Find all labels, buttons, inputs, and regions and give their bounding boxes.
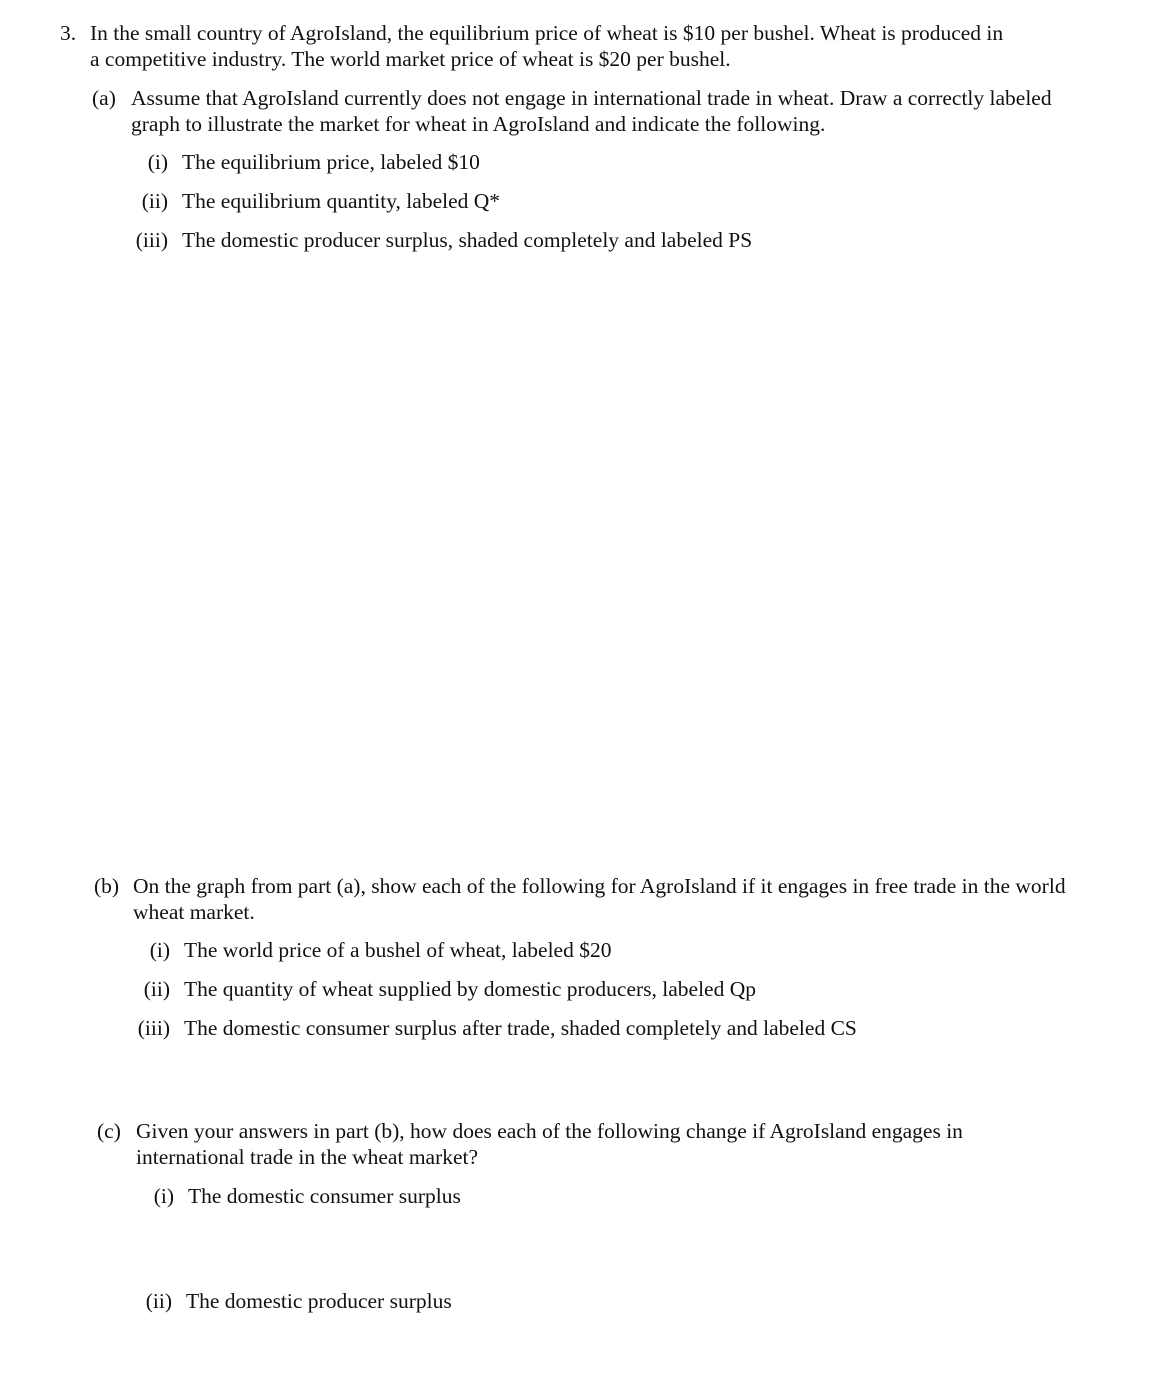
part-a-item-ii-label: (ii): [141, 189, 168, 213]
part-b-item-iii-label: (iii): [137, 1016, 170, 1040]
part-c-label: (c): [97, 1119, 121, 1143]
part-a-text-line-2: graph to illustrate the market for wheat in AgroIsland and indicate the following.: [131, 112, 826, 136]
part-b-text-line-1: On the graph from part (a), show each of the following for AgroIsland if it engages in free trade in the world: [133, 874, 1066, 898]
part-b-item-iii-text: The domestic consumer surplus after trade, shaded completely and labeled CS: [184, 1016, 857, 1040]
part-c-item-i-label: (i): [153, 1184, 174, 1208]
part-c-item-ii-text: The domestic producer surplus: [186, 1289, 452, 1313]
part-a-text-line-1: Assume that AgroIsland currently does not engage in international trade in wheat. Draw a correctly labeled: [131, 86, 1052, 110]
part-c-text-line-1: Given your answers in part (b), how does each of the following change if AgroIsland engages in: [136, 1119, 963, 1143]
part-b-label: (b): [94, 874, 120, 898]
question-number: 3.: [60, 21, 77, 45]
part-a-item-iii-label: (iii): [135, 228, 168, 252]
part-b-item-ii-text: The quantity of wheat supplied by domestic producers, labeled Qp: [184, 977, 756, 1001]
part-a-item-ii-text: The equilibrium quantity, labeled Q*: [182, 189, 501, 213]
part-b-item-i-text: The world price of a bushel of wheat, labeled $20: [184, 938, 612, 962]
part-c-text-line-2: international trade in the wheat market?: [136, 1145, 479, 1169]
part-b-item-ii-label: (ii): [143, 977, 170, 1001]
part-c-item-ii-label: (ii): [145, 1289, 172, 1313]
part-b-item-i-label: (i): [149, 938, 170, 962]
part-b-text-line-2: wheat market.: [133, 900, 255, 924]
part-a-item-iii-text: The domestic producer surplus, shaded completely and labeled PS: [182, 228, 753, 252]
graph-answer-space: [60, 270, 1100, 860]
question-text-line-1: In the small country of AgroIsland, the equilibrium price of wheat is $10 per bushel. Wheat is produced in: [90, 21, 1004, 45]
part-a-item-i-text: The equilibrium price, labeled $10: [182, 150, 480, 174]
question-text-line-2: a competitive industry. The world market price of wheat is $20 per bushel.: [90, 47, 731, 71]
part-a-item-i-label: (i): [147, 150, 168, 174]
part-a-label: (a): [92, 86, 116, 110]
part-c-item-i-text: The domestic consumer surplus: [188, 1184, 461, 1208]
